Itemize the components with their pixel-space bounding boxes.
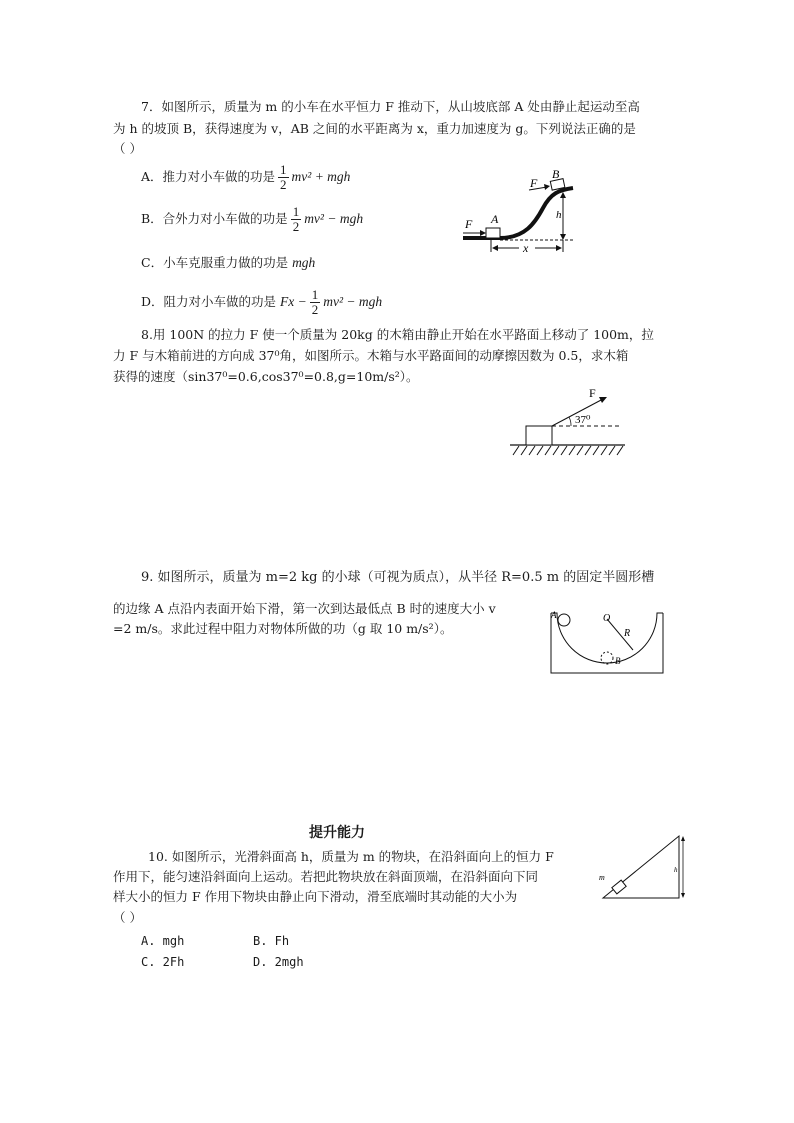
q7-option-b [141,205,363,234]
label-a: A [551,610,557,620]
q7-option-a-label: A．推力对小车做的功是 [141,169,276,184]
q10-answer-blank: （ ） [113,910,142,925]
q7-option-d-pre: Fx − [280,294,307,309]
q10-line-2: 作用下，能匀速沿斜面向上运动。若把此物块放在斜面顶端，在沿斜面向下同 [113,869,539,884]
q7-option-b-label: B．合外力对小车做的功是 [141,211,288,226]
q7-option-a-expr: mv² + mgh [291,169,351,184]
q10-option-d: D. 2mgh [253,955,304,969]
q9-line-1: 9. 如图所示，质量为 m=2 kg 的小球（可视为质点），从半径 R=0.5 m 的固定半圆形槽 [141,570,655,585]
label-h: h [556,209,562,221]
q7-option-d-label: D．阻力对小车做的功是 [141,294,277,309]
q7-option-d-expr: mv² − mgh [323,294,383,309]
q9-line-3: =2 m/s。求此过程中阻力对物体所做的功（g 取 10 m/s²）。 [113,621,453,636]
q7-option-a [141,163,350,192]
q10-incline-figure [595,832,687,904]
label-m: m [599,873,605,882]
q9-groove-figure [547,605,667,677]
q10-line-1: 10. 如图所示，光滑斜面高 h，质量为 m 的物块，在沿斜面向上的恒力 F [148,849,554,864]
arrowhead [544,184,550,190]
arrowhead [560,192,566,198]
q7-option-b-expr: mv² − mgh [304,211,364,226]
fraction: $\frac{1}{2}$ [280,162,287,192]
label-o: O [603,613,611,624]
q9-line-2: 的边缘 A 点沿内表面开始下滑，第一次到达最低点 B 时的速度大小 v [113,601,496,616]
cart-a [486,228,500,238]
q8-line-1: 8.用 100N 的拉力 F 使一个质量为 20kg 的木箱由静止开始在水平路面上移动了 100m，拉 [141,327,654,342]
section-title: 提升能力 [309,825,365,841]
label-f-left: F [465,217,473,231]
q7-option-c [141,253,315,271]
label-h: h [674,866,678,874]
fraction: $\frac{1}{2}$ [292,204,300,234]
arrowhead [480,230,486,236]
q7-line-1: 7．如图所示，质量为 m 的小车在水平恒力 F 推动下，从山坡底部 A 处由静止起运动至高 [141,99,640,114]
label-x: x [523,241,529,255]
q8-box-figure [505,383,635,463]
ball-b-dashed [601,652,613,664]
q7-slope-figure [455,168,585,258]
label-a: A [491,212,499,226]
fraction: $\frac{1}{2}$ [311,287,319,317]
q7-option-d [141,288,382,317]
q8-line-3: 获得的速度（sin37⁰=0.6,cos37⁰=0.8,g=10m/s²）。 [113,369,419,384]
angle-arc [569,417,571,426]
q10-option-a: A. mgh [141,934,185,948]
q7-option-c-label: C．小车克服重力做的功是 [141,255,289,270]
q10-option-c: C. 2Fh [141,955,185,969]
q7-line-2: 为 h 的坡顶 B，获得速度为 v，AB 之间的水平距离为 x，重力加速度为 g。下列说法正确的是 [113,121,636,136]
label-f-top: F [530,176,538,190]
label-r: R [624,628,631,639]
q7-answer-blank: （ ） [113,141,142,156]
q7-option-c-expr: mgh [292,255,316,270]
ball-a [558,614,570,626]
label-b: B [552,168,560,181]
ground-hatch [513,446,623,455]
q10-option-b: B. Fh [253,934,290,948]
label-f: F [589,386,596,400]
label-b: B [615,656,621,666]
label-angle: 37⁰ [575,414,591,426]
arrowhead [560,234,566,240]
q10-line-3: 样大小的恒力 F 作用下物块由静止向下滑动，滑至底端时其动能的大小为 [113,889,518,904]
q8-line-2: 力 F 与木箱前进的方向成 37⁰角，如图所示。木箱与水平路面间的动摩擦因数为 0.5，求木箱 [113,348,629,363]
wooden-box [526,426,552,445]
